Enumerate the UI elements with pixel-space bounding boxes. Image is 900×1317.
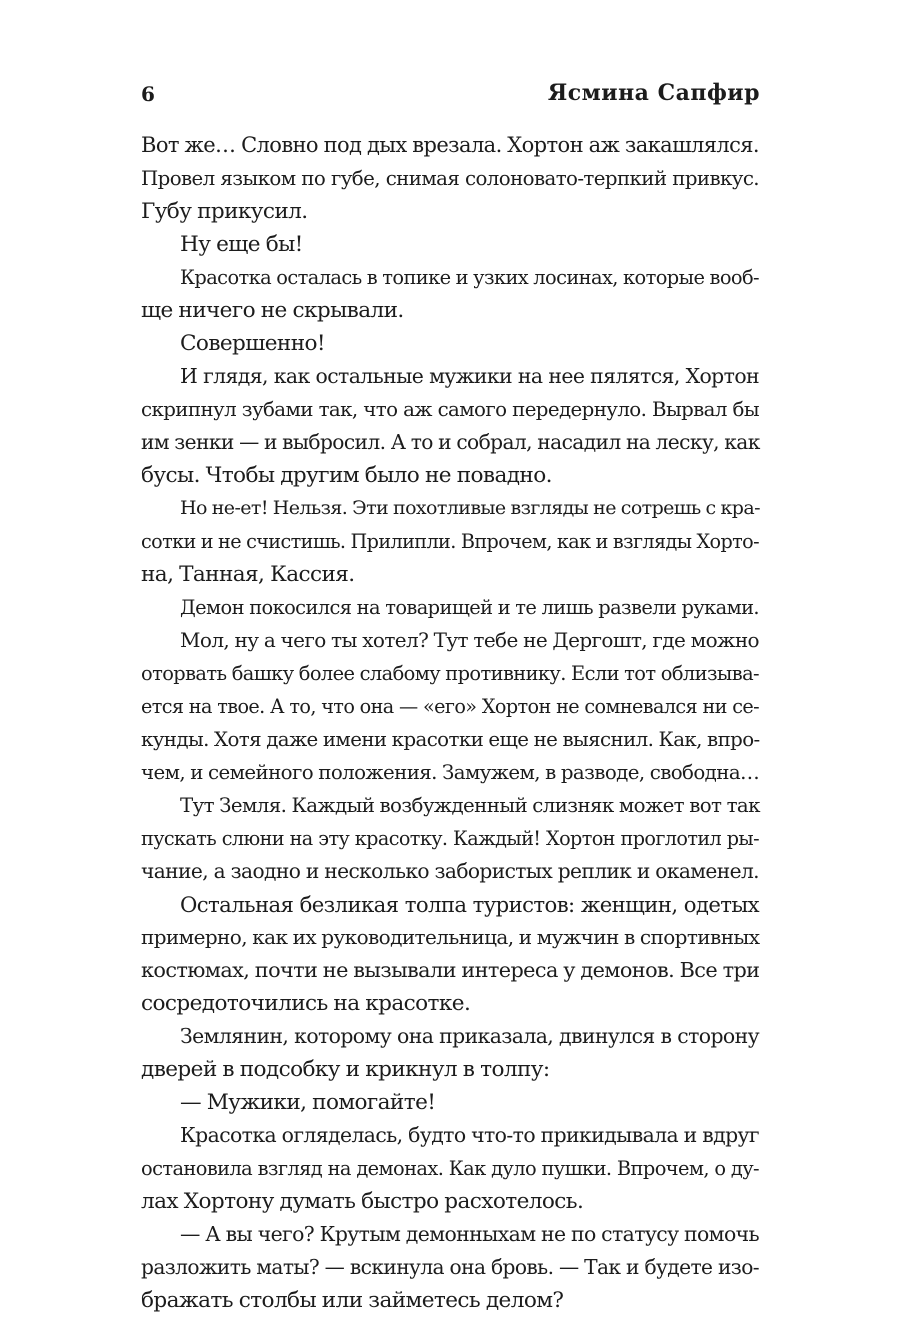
text-line: — Мужики, помогайте! [180,1090,436,1115]
text-line: Красотка огляделась, будто что-то прикидывала и вдруг [180,1123,759,1147]
text-line: — А вы чего? Крутым демонныхам не по статусу помочь [180,1222,759,1246]
text-line: Провел языком по губе, снимая солоновато-терпкий привкус. [141,167,759,190]
text-line: им зенки — и выбросил. А то и собрал, насадил на леску, как [141,430,760,454]
text-line: примерно, как их руководительница, и мужчин в спортивных [141,925,760,949]
text-line: дверей в подсобку и крикнул в толпу: [141,1057,550,1082]
text-line: сотки и не счистишь. Прилипли. Впрочем, как и взгляды Хорто- [141,530,759,553]
running-head-author: Ясмина Сапфир [547,80,760,106]
text-line: Совершенно! [180,331,325,356]
text-line: Вот же… Словно под дых врезала. Хортон аж закашлялся. [141,133,759,157]
text-line: остановила взгляд на демонах. Как дуло пушки. Впрочем, о ду- [141,1157,759,1180]
text-line: И глядя, как остальные мужики на нее пялятся, Хортон [180,364,759,388]
text-line: бусы. Чтобы другим было не повадно. [141,463,552,488]
text-line: на, Танная, Кассия. [141,562,355,587]
text-line: сосредоточились на красотке. [141,991,471,1016]
text-line: Землянин, которому она приказала, двинулся в сторону [180,1024,759,1048]
text-line: чание, а заодно и несколько забористых реплик и окаменел. [141,859,759,883]
text-line: кунды. Хотя даже имени красотки еще не выяснил. Как, впро- [141,728,760,751]
body-text [141,129,759,1317]
text-line: лах Хортону думать быстро расхотелось. [141,1189,584,1214]
text-line: пускать слюни на эту красотку. Каждый! Хортон проглотил ры- [141,827,759,850]
text-line: оторвать башку более слабому противнику. Если тот облизыва- [141,662,759,685]
text-line: ще ничего не скрывали. [141,298,404,323]
text-line: Мол, ну а чего ты хотел? Тут тебе не Дергошт, где можно [180,628,759,652]
text-line: скрипнул зубами так, что аж самого передернуло. Вырвал бы [141,398,759,421]
text-line: чем, и семейного положения. Замужем, в разводе, свободна… [141,761,760,784]
text-line: Ну еще бы! [180,232,303,257]
text-line: ется на твое. А то, что она — «его» Хортон не сомневался ни се- [141,695,759,718]
text-line: Но не-ет! Нельзя. Эти похотливые взгляды не сотрешь с кра- [180,497,760,519]
text-line: Красотка осталась в топике и узких лосинах, которые вооб- [180,266,759,289]
text-line: костюмах, почти не вызывали интереса у демонов. Все три [141,958,760,982]
page-number: 6 [141,82,155,106]
text-line: Демон покосился на товарищей и те лишь развели руками. [180,596,759,619]
text-line: разложить маты? — вскинула она бровь. — Так и будете изо- [141,1255,759,1279]
text-line: Остальная безликая толпа туристов: женщин, одетых [180,892,759,917]
text-line: бражать столбы или займетесь делом? [141,1288,564,1313]
text-line: Губу прикусил. [141,199,308,224]
text-line: Тут Земля. Каждый возбужденный слизняк может вот так [180,794,760,817]
